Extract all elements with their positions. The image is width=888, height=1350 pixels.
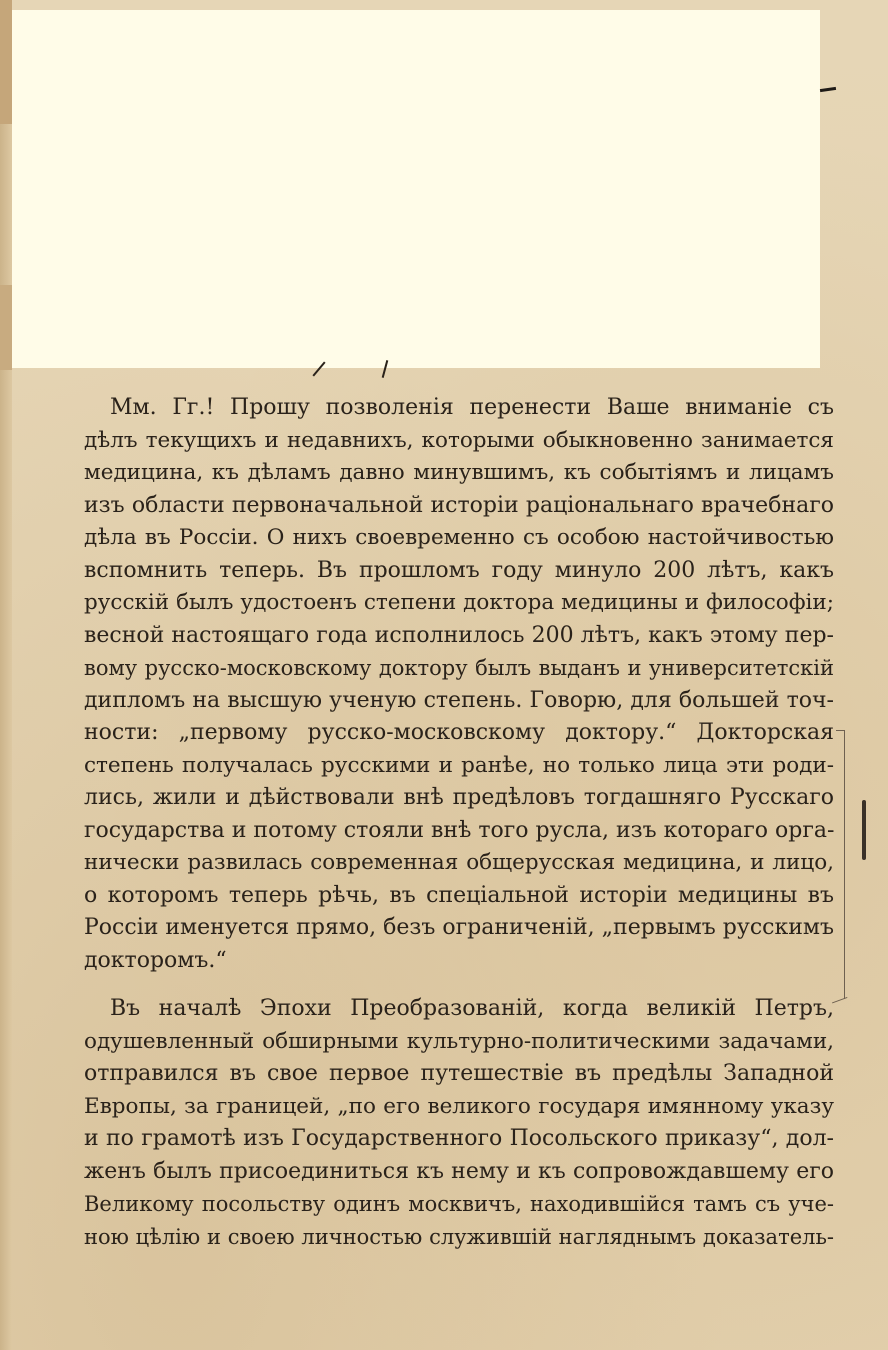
text-line: отправился въ свое первое путешествіе въ предѣлы Западной (84, 1061, 834, 1086)
text-line: Въ началѣ Эпохи Преобразованій, когда великій Петръ, (110, 996, 834, 1021)
text-line: и по грамотѣ изъ Государственного Посольского приказу“, дол- (84, 1126, 834, 1151)
text-line: Россіи именуется прямо, безъ ограниченій, „первымъ русскимъ (84, 915, 834, 940)
text-line: ности: „первому русско-московскому доктору.“ Докторская (84, 720, 834, 745)
text-line: Великому посольству одинъ москвичъ, находившійся тамъ съ учe- (84, 1192, 834, 1216)
body-text (84, 392, 834, 1253)
text-line: вому русско-московскому доктору былъ выданъ и университетскій (84, 656, 834, 680)
text-line: русскій былъ удостоенъ степени доктора медицины и философіи; (84, 590, 834, 615)
text-line: вспомнить теперь. Въ прошломъ году минуло 200 лѣтъ, какъ (84, 557, 834, 583)
text-line: государства и потому стояли внѣ того русла, изъ котораго орга- (84, 817, 835, 843)
text-line: о которомъ теперь рѣчь, въ спеціальной исторіи медицины въ (84, 882, 834, 908)
text-line: весной настоящаго года исполнилось 200 лѣтъ, какъ этому пер- (84, 622, 834, 648)
text-line: изъ области первоначальной исторіи раціональнаго врачебнаго (84, 492, 834, 518)
text-line: Европы, за границей, „по его великого государя имянному указу (84, 1093, 834, 1119)
paragraph-2 (84, 993, 834, 1253)
text-line: женъ былъ присоединиться къ нему и къ сопровождавшему его (84, 1158, 834, 1184)
redacted-header-area (12, 10, 820, 368)
paragraph-1 (84, 392, 834, 977)
text-line: дѣлъ текущихъ и недавнихъ, которыми обыкновенно занимается (84, 427, 834, 453)
text-line: Мм. Гг.! Прошу позволенія перенести Ваше вниманіе съ (110, 395, 834, 420)
text-line: докторомъ.“ (84, 947, 227, 973)
text-line: одушевленный обширными культурно-политическими задачами, (84, 1028, 834, 1054)
text-line: дипломъ на высшую ученую степень. Говорю, для большей точ- (84, 687, 834, 713)
margin-bracket-mark (836, 730, 845, 999)
text-line: степень получалась русскими и ранѣе, но только лица эти роди- (84, 752, 834, 778)
page-corner-shadow (0, 0, 12, 124)
page-edge-shadow (0, 285, 12, 370)
text-line: медицина, къ дѣламъ давно минувшимъ, къ событіямъ и лицамъ (84, 460, 834, 485)
pencil-dash-mark (820, 87, 836, 92)
margin-pencil-mark (862, 800, 866, 860)
text-line: дѣла въ Россіи. О нихъ своевременно съ особою настойчивостью (84, 525, 834, 550)
text-line: лись, жили и дѣйствовали внѣ предѣловъ тогдашняго Русскаго (84, 785, 834, 810)
page-binding-edge (0, 0, 12, 1350)
text-line: ною цѣлію и своею личностью служившій нагляднымъ доказатель- (84, 1224, 834, 1249)
text-line: нически развилась современная общерусская медицина, и лицо, (84, 850, 834, 875)
